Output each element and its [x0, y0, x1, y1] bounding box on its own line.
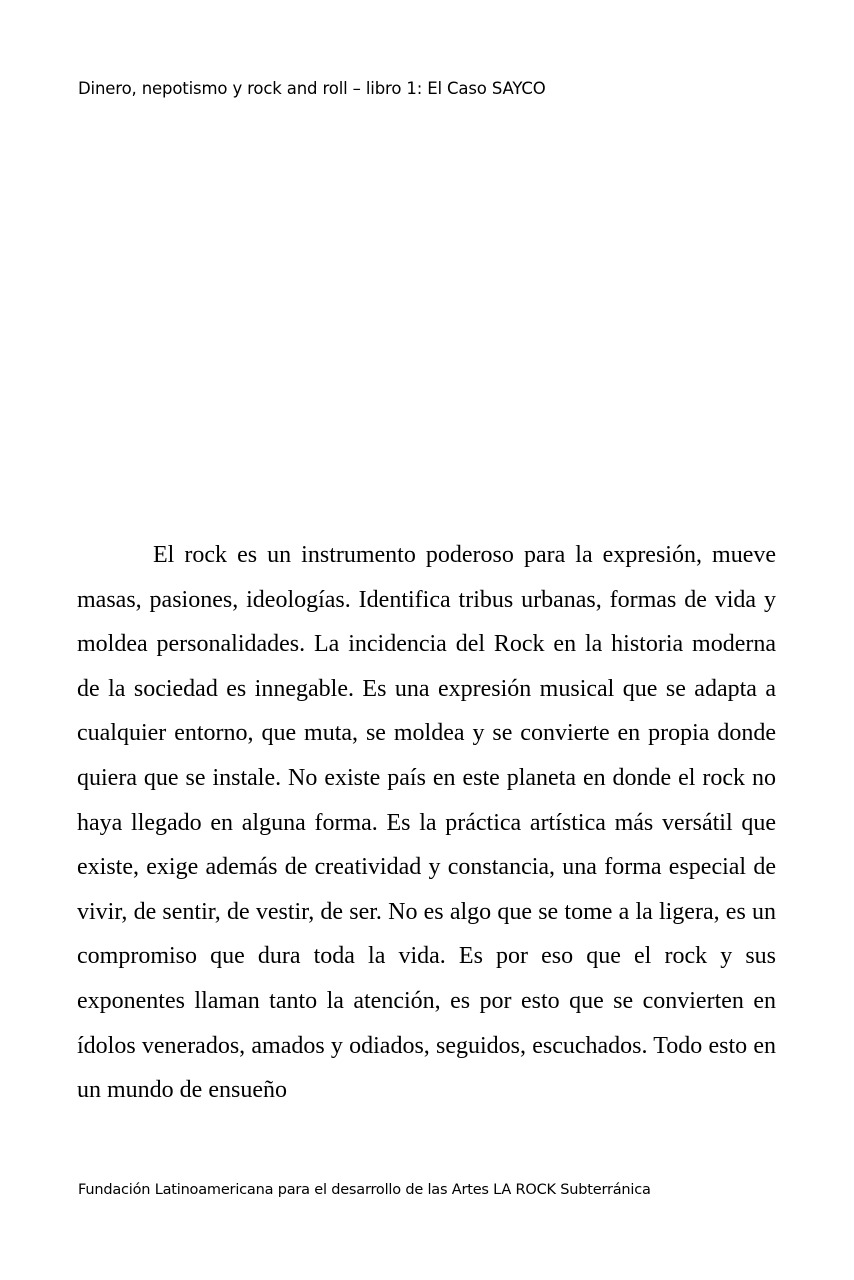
running-footer-organization: Fundación Latinoamericana para el desarrollo de las Artes LA ROCK Subterránica: [78, 1182, 651, 1198]
running-header-title: Dinero, nepotismo y rock and roll – libro 1: El Caso SAYCO: [78, 79, 546, 98]
body-paragraph: El rock es un instrumento poderoso para la expresión, mueve masas, pasiones, ideologías. Identifica tribus urbanas, formas de vida y moldea personalidades. La incidencia del Rock en la historia moderna de la sociedad es innegable. Es una expresión musical que se adapta a cualquier entorno, que muta, se moldea y se convierte en propia donde quiera que se instale. No existe país en este planeta en donde el rock no haya llegado en alguna forma. Es la práctica artística más versátil que existe, exige además de creatividad y constancia, una forma especial de vivir, de sentir, de vestir, de ser. No es algo que se tome a la ligera, es un compromiso que dura toda la vida. Es por eso que el rock y sus exponentes llaman tanto la atención, es por esto que se convierten en ídolos venerados, amados y odiados, seguidos, escuchados. Todo esto en un mundo de ensueño: [77, 542, 776, 1104]
